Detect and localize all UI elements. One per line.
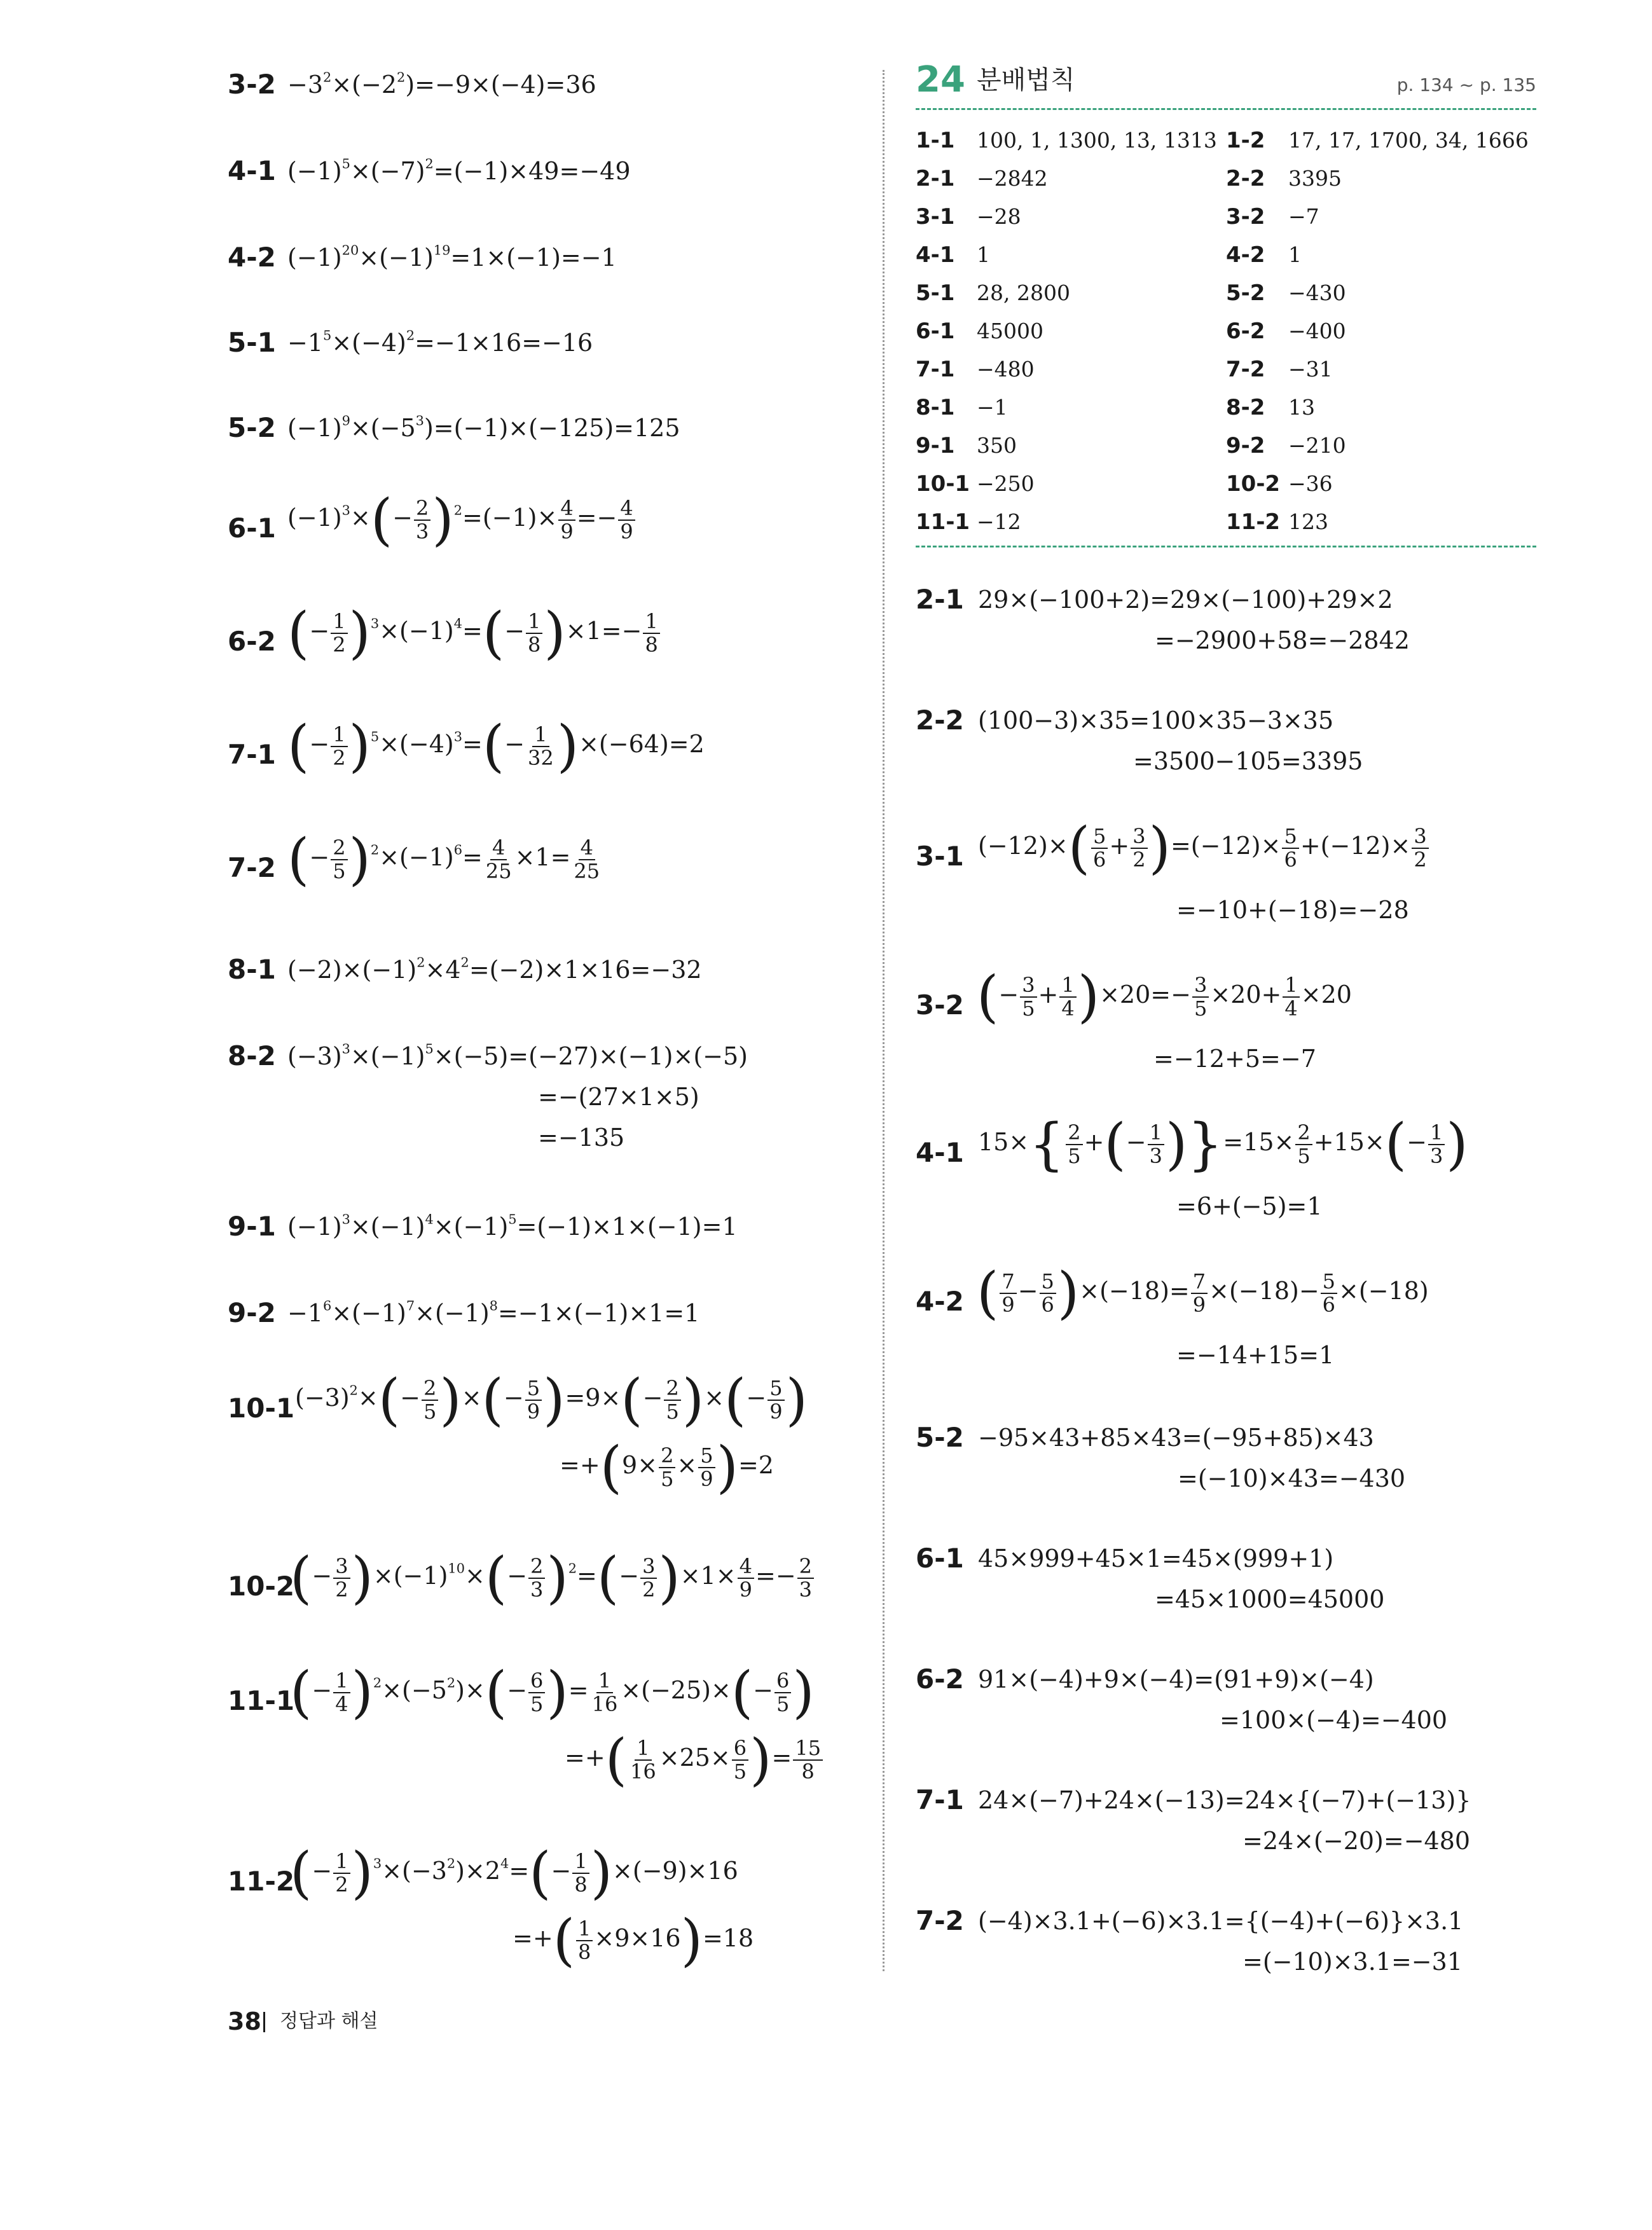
solution-line: =(−10)×43=−430 xyxy=(1178,1464,1406,1492)
answer-label: 7-2 xyxy=(1226,357,1265,382)
solution-line: $(-3)^2\times(-$ $\frac{2}{5}$ )×(− $\frac{5}{9}$ )=9×(− $\frac{2}{5}$ )×(− $\frac{5}{9}$ ) xyxy=(295,1366,808,1433)
problem-label: 5-1 xyxy=(228,327,276,358)
column-divider xyxy=(883,70,885,1971)
answer-label: 11-2 xyxy=(1226,509,1281,535)
section-title: 분배법칙 xyxy=(977,65,1075,95)
solution-line: =24×(−20)=−480 xyxy=(1242,1827,1471,1855)
answer-value: −400 xyxy=(1288,319,1346,343)
solution-line: =100×(−4)=−400 xyxy=(1220,1706,1448,1734)
answer-value: 350 xyxy=(977,433,1017,458)
answer-value: −36 xyxy=(1288,471,1333,496)
problem-label: 5-2 xyxy=(916,1422,964,1453)
solution-line: =(−10)×3.1=−31 xyxy=(1242,1948,1463,1976)
solution-line: =3500−105=3395 xyxy=(1133,747,1363,775)
solution-line: (100−3)×35=100×35−3×35 xyxy=(978,706,1334,734)
problem-label: 6-2 xyxy=(916,1663,964,1695)
solution-line: (− $\frac{3}{2}$ )$\times(-1)^{10}\times(-$ $\frac{2}{3}$ )$^2$=(− $\frac{3}{2}$ )×1× $\frac{4}{9}$ =− $\frac{2}{3}$ xyxy=(290,1555,815,1600)
problem-label: 8-2 xyxy=(228,1040,276,1071)
answer-label: 9-2 xyxy=(1226,433,1265,458)
problem-label: 7-1 xyxy=(228,739,276,770)
answer-label: 10-1 xyxy=(916,471,970,497)
answer-label: 6-2 xyxy=(1226,319,1265,344)
solution-line: $-3^2\times(-2^2)=-9\times(-4)=36$ xyxy=(287,69,596,99)
problem-label: 7-1 xyxy=(916,1784,964,1815)
solution-line: 29×(−100+2)=29×(−100)+29×2 xyxy=(978,586,1393,614)
answer-value: 45000 xyxy=(977,319,1043,343)
answer-label: 3-1 xyxy=(916,204,955,230)
answer-label: 5-2 xyxy=(1226,280,1265,306)
solution-line: (−12)×( $\frac{5}{6}$ + $\frac{3}{2}$ )=(−12)× $\frac{5}{6}$ +(−12)× $\frac{3}{2}$ xyxy=(978,825,1430,871)
problem-label: 4-1 xyxy=(228,155,276,186)
solution-line: 45×999+45×1=45×(999+1) xyxy=(978,1545,1334,1573)
solution-line: =−10+(−18)=−28 xyxy=(1176,896,1409,924)
answer-label: 1-2 xyxy=(1226,128,1265,153)
answer-value: 3395 xyxy=(1288,166,1342,191)
answer-value: −210 xyxy=(1288,433,1346,458)
solution-line: =6+(−5)=1 xyxy=(1176,1192,1323,1220)
problem-label: 7-2 xyxy=(228,852,276,883)
answer-label: 11-1 xyxy=(916,509,970,535)
answer-label: 9-1 xyxy=(916,433,955,458)
answer-label: 3-2 xyxy=(1226,204,1265,230)
answer-label: 8-1 xyxy=(916,395,955,420)
problem-label: 6-1 xyxy=(916,1543,964,1574)
footer-title: 정답과 해설 xyxy=(280,2010,378,2032)
answer-value: 100, 1, 1300, 13, 1313 xyxy=(977,128,1217,153)
solution-line: $(-2)\times(-1)^2\times 4^2=(-2)\times 1\times 16=-32$ xyxy=(287,954,702,984)
problem-label: 6-1 xyxy=(228,513,276,544)
answer-value: 1 xyxy=(977,242,990,267)
solution-line: =−12+5=−7 xyxy=(1153,1045,1316,1073)
answer-value: −480 xyxy=(977,357,1035,382)
solution-line: 24×(−7)+24×(−13)=24×{(−7)+(−13)} xyxy=(978,1786,1471,1814)
solution-line: (− $\frac{3}{5}$ + $\frac{1}{4}$ )×20=− $\frac{3}{5}$ ×20+ $\frac{1}{4}$ ×20 xyxy=(977,963,1352,1029)
problem-label: 10-2 xyxy=(228,1571,295,1602)
section-divider xyxy=(916,546,1536,547)
solution-line: =+( $\frac{1}{16}$ ×25× $\frac{6}{5}$ )= $\frac{15}{8}$ xyxy=(565,1737,824,1782)
solution-line: =−2900+58=−2842 xyxy=(1155,626,1410,654)
solution-line: −95×43+85×43=(−95+85)×43 xyxy=(978,1424,1374,1452)
problem-label: 4-2 xyxy=(916,1286,964,1317)
answer-label: 6-1 xyxy=(916,319,955,344)
footer-separator xyxy=(263,2012,265,2032)
solution-line: $(-3)^3\times(-1)^5\times(-5)=(-27)\times(-1)\times(-5)$ xyxy=(287,1041,748,1070)
solution-line: =45×1000=45000 xyxy=(1155,1585,1385,1613)
answer-value: −31 xyxy=(1288,357,1333,382)
solution-line: (−4)×3.1+(−6)×3.1={(−4)+(−6)}×3.1 xyxy=(978,1907,1464,1935)
answer-value: −12 xyxy=(977,509,1021,534)
solution-line: $(-1)^3\times(-1)^4\times(-1)^5=(-1)\times 1\times(-1)=1$ xyxy=(287,1211,738,1241)
answer-value: −28 xyxy=(977,204,1021,229)
problem-label: 11-1 xyxy=(228,1685,295,1716)
problem-label: 6-2 xyxy=(228,626,276,657)
problem-label: 5-2 xyxy=(228,412,276,443)
solution-line: ( $\frac{7}{9}$ − $\frac{5}{6}$ )×(−18)= $\frac{7}{9}$ ×(−18)− $\frac{5}{6}$ ×(−18) xyxy=(977,1260,1429,1326)
answer-label: 2-1 xyxy=(916,166,955,191)
solution-line: $(-1)^9\times(-5^3)=(-1)\times(-125)=125$ xyxy=(287,413,680,442)
answer-value: 17, 17, 1700, 34, 1666 xyxy=(1288,128,1529,153)
page-number: 38 xyxy=(228,2007,261,2035)
answer-value: 28, 2800 xyxy=(977,280,1070,305)
solution-line: $-1^5\times(-4)^2=-1\times 16=-16$ xyxy=(287,327,593,357)
solution-line: =−14+15=1 xyxy=(1176,1341,1335,1369)
section-divider xyxy=(916,108,1536,110)
problem-label: 10-1 xyxy=(228,1393,295,1424)
answer-label: 4-1 xyxy=(916,242,955,268)
answer-label: 1-1 xyxy=(916,128,955,153)
answer-value: 1 xyxy=(1288,242,1302,267)
problem-label: 3-2 xyxy=(916,989,964,1021)
solution-line: (− $\frac{1}{2}$ )$^3\times(-3^2)\times 2^4=(-$ $\frac{1}{8}$ )×(−9)×16 xyxy=(290,1840,738,1906)
page-range: p. 134 ~ p. 135 xyxy=(1396,74,1536,95)
solution-line: (− $\frac{1}{2}$ )$^5\times(-4)^3=(-$ $\frac{1}{32}$ )×(−64)=2 xyxy=(287,713,705,779)
problem-label: 8-1 xyxy=(228,954,276,985)
solution-line: $(-1)^3\times(-$ $\frac{2}{3}$ )$^2$=(−1)× $\frac{4}{9}$ =− $\frac{4}{9}$ xyxy=(287,497,637,542)
answer-label: 8-2 xyxy=(1226,395,1265,420)
problem-label: 7-2 xyxy=(916,1905,964,1936)
answer-value: −1 xyxy=(977,395,1008,420)
answer-label: 5-1 xyxy=(916,280,955,306)
problem-label: 4-2 xyxy=(228,242,276,273)
answer-value: −430 xyxy=(1288,280,1346,305)
problem-label: 2-1 xyxy=(916,584,964,615)
solution-line: (− $\frac{1}{4}$ )$^2\times(-5^2)\times(-$ $\frac{6}{5}$ )= $\frac{1}{16}$ ×(−25)×(− $\frac{6}{5}$ ) xyxy=(290,1659,815,1725)
solution-line: 91×(−4)+9×(−4)=(91+9)×(−4) xyxy=(978,1665,1374,1693)
problem-label: 4-1 xyxy=(916,1137,964,1168)
answer-label: 7-1 xyxy=(916,357,955,382)
problem-label: 3-2 xyxy=(228,69,276,100)
answer-value: 13 xyxy=(1288,395,1315,420)
problem-label: 3-1 xyxy=(916,841,964,872)
answer-value: −2842 xyxy=(977,166,1048,191)
problem-label: 11-2 xyxy=(228,1866,295,1897)
answer-value: −7 xyxy=(1288,204,1319,229)
solution-line: =−(27×1×5) xyxy=(538,1083,699,1111)
solution-line: =+( $\frac{1}{8}$ ×9×16)=18 xyxy=(513,1907,754,1973)
answer-label: 2-2 xyxy=(1226,166,1265,191)
solution-line: $(-1)^{20}\times(-1)^{19}=1\times(-1)=-1$ xyxy=(287,242,617,272)
section-number: 24 xyxy=(916,59,965,100)
answer-value: −250 xyxy=(977,471,1035,496)
solution-line: =+(9× $\frac{2}{5}$ × $\frac{5}{9}$ )=2 xyxy=(560,1434,774,1500)
answer-label: 10-2 xyxy=(1226,471,1281,497)
answer-label: 4-2 xyxy=(1226,242,1265,268)
problem-label: 9-2 xyxy=(228,1297,276,1328)
solution-line: $(-1)^5\times(-7)^2=(-1)\times 49=-49$ xyxy=(287,156,631,185)
answer-value: 123 xyxy=(1288,509,1328,534)
solution-line: (− $\frac{1}{2}$ )$^3\times(-1)^4=(-$ $\frac{1}{8}$ )×1=− $\frac{1}{8}$ xyxy=(287,610,661,656)
problem-label: 2-2 xyxy=(916,705,964,736)
solution-line: $-1^6\times(-1)^7\times(-1)^8=-1\times(-1)\times 1=1$ xyxy=(287,1298,700,1327)
solution-line: =−135 xyxy=(538,1124,625,1152)
problem-label: 9-1 xyxy=(228,1211,276,1242)
solution-line: 15×{ $\frac{2}{5}$ +(− $\frac{1}{3}$ )}=15× $\frac{2}{5}$ +15×(− $\frac{1}{3}$ ) xyxy=(978,1111,1468,1177)
solution-line: (− $\frac{2}{5}$ )$^2\times(-1)^6=$ $\frac{4}{25}$ ×1= $\frac{4}{25}$ xyxy=(287,826,600,892)
